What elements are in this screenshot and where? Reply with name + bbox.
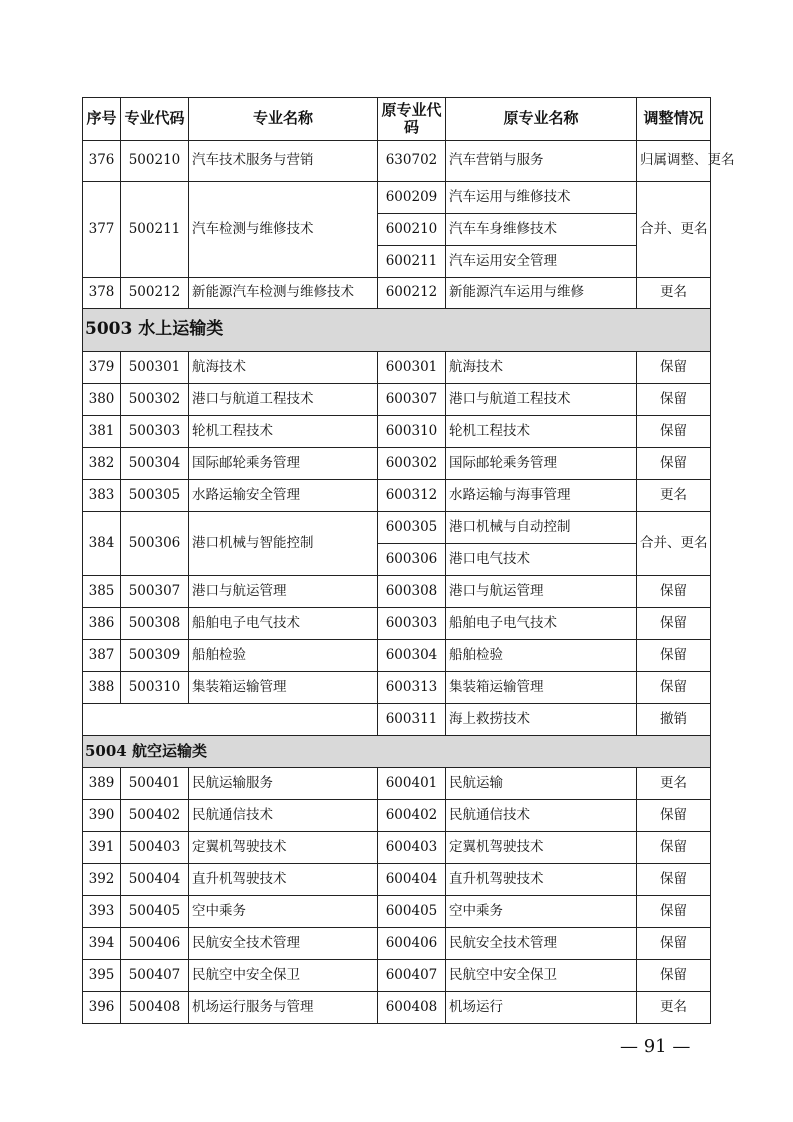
- orig-name-cell: 港口与航道工程技术: [446, 384, 637, 416]
- name-cell: 新能源汽车检测与维修技术: [189, 278, 378, 309]
- code-cell: 500212: [121, 278, 189, 309]
- page-number: — 91 —: [620, 1036, 691, 1057]
- orig-code-cell: 600408: [378, 992, 446, 1024]
- code-cell: 500211: [121, 182, 189, 278]
- seq-cell: 395: [83, 960, 121, 992]
- orig-name-cell: 民航运输: [446, 768, 637, 800]
- code-cell: 500402: [121, 800, 189, 832]
- adjust-cell: 保留: [637, 928, 711, 960]
- code-cell: 500310: [121, 672, 189, 704]
- orig-code-cell: 600406: [378, 928, 446, 960]
- code-cell: 500406: [121, 928, 189, 960]
- name-cell: 国际邮轮乘务管理: [189, 448, 378, 480]
- code-cell: 500403: [121, 832, 189, 864]
- header-seq: 序号: [83, 98, 121, 141]
- code-cell: 500404: [121, 864, 189, 896]
- orig-code-cell: 600210: [378, 214, 446, 246]
- adjust-cell: 保留: [637, 864, 711, 896]
- orig-code-cell: 600303: [378, 608, 446, 640]
- code-cell: 500309: [121, 640, 189, 672]
- table-row: [83, 832, 711, 864]
- header-name: 专业名称: [189, 98, 378, 141]
- seq-cell: 390: [83, 800, 121, 832]
- seq-cell: 389: [83, 768, 121, 800]
- adjust-cell: 保留: [637, 576, 711, 608]
- orig-name-cell: 直升机驾驶技术: [446, 864, 637, 896]
- name-cell: 港口与航运管理: [189, 576, 378, 608]
- orig-name-cell: 航海技术: [446, 352, 637, 384]
- name-cell: 汽车技术服务与营销: [189, 141, 378, 182]
- seq-cell: 396: [83, 992, 121, 1024]
- table-row: [83, 896, 711, 928]
- orig-name-cell: 机场运行: [446, 992, 637, 1024]
- seq-cell: 381: [83, 416, 121, 448]
- table-row: [83, 416, 711, 448]
- name-cell: 集装箱运输管理: [189, 672, 378, 704]
- code-cell: 500308: [121, 608, 189, 640]
- table-row: [83, 640, 711, 672]
- code-cell: 500408: [121, 992, 189, 1024]
- adjust-cell: 更名: [637, 992, 711, 1024]
- orig-code-cell: 600404: [378, 864, 446, 896]
- name-cell: 汽车检测与维修技术: [189, 182, 378, 278]
- table-row: [83, 278, 711, 309]
- table-row: [83, 141, 711, 182]
- adjust-cell: 保留: [637, 416, 711, 448]
- code-cell: 500210: [121, 141, 189, 182]
- code-cell: 500405: [121, 896, 189, 928]
- table-row: [83, 960, 711, 992]
- code-cell: 500401: [121, 768, 189, 800]
- orig-name-cell: 空中乘务: [446, 896, 637, 928]
- orig-code-cell: 630702: [378, 141, 446, 182]
- orig-name-cell: 轮机工程技术: [446, 416, 637, 448]
- orig-code-cell: 600304: [378, 640, 446, 672]
- name-cell: 航海技术: [189, 352, 378, 384]
- orig-code-cell: 600306: [378, 544, 446, 576]
- seq-cell: 386: [83, 608, 121, 640]
- table-row: [83, 384, 711, 416]
- seq-cell: 376: [83, 141, 121, 182]
- orig-code-cell: 600307: [378, 384, 446, 416]
- header-adjust: 调整情况: [637, 98, 711, 141]
- seq-cell: 392: [83, 864, 121, 896]
- orig-code-cell: 600302: [378, 448, 446, 480]
- orig-name-cell: 民航空中安全保卫: [446, 960, 637, 992]
- adjust-cell: 撤销: [637, 704, 711, 736]
- code-cell: 500301: [121, 352, 189, 384]
- adjust-cell: 保留: [637, 448, 711, 480]
- orig-code-cell: 600407: [378, 960, 446, 992]
- name-cell: 港口与航道工程技术: [189, 384, 378, 416]
- orig-name-cell: 汽车车身维修技术: [446, 214, 637, 246]
- orig-name-cell: 港口机械与自动控制: [446, 512, 637, 544]
- adjust-cell: 保留: [637, 896, 711, 928]
- category-title: 5004 航空运输类: [83, 736, 711, 768]
- orig-name-cell: 水路运输与海事管理: [446, 480, 637, 512]
- seq-cell: 378: [83, 278, 121, 309]
- seq-cell: 379: [83, 352, 121, 384]
- category-row: [83, 309, 711, 352]
- code-cell: 500302: [121, 384, 189, 416]
- name-cell: 民航空中安全保卫: [189, 960, 378, 992]
- table-row: [83, 864, 711, 896]
- seq-cell: 385: [83, 576, 121, 608]
- name-cell: 船舶检验: [189, 640, 378, 672]
- adjust-cell: 归属调整、更名: [637, 141, 711, 182]
- seq-cell: 393: [83, 896, 121, 928]
- table-row: [83, 448, 711, 480]
- table-row: [83, 672, 711, 704]
- seq-cell: 388: [83, 672, 121, 704]
- seq-cell: 394: [83, 928, 121, 960]
- code-cell: 500303: [121, 416, 189, 448]
- table-row: [83, 182, 711, 214]
- orig-name-cell: 海上救捞技术: [446, 704, 637, 736]
- adjust-cell: 保留: [637, 640, 711, 672]
- adjust-cell: 保留: [637, 672, 711, 704]
- major-catalog-table: [82, 97, 735, 1024]
- table-row: [83, 480, 711, 512]
- adjust-cell: 保留: [637, 352, 711, 384]
- orig-name-cell: 新能源汽车运用与维修: [446, 278, 637, 309]
- name-cell: 机场运行服务与管理: [189, 992, 378, 1024]
- revoked-row: [83, 704, 711, 736]
- orig-name-cell: 国际邮轮乘务管理: [446, 448, 637, 480]
- name-cell: 轮机工程技术: [189, 416, 378, 448]
- name-cell: 直升机驾驶技术: [189, 864, 378, 896]
- orig-code-cell: 600305: [378, 512, 446, 544]
- category-row: [83, 736, 711, 768]
- table-row: [83, 928, 711, 960]
- orig-name-cell: 汽车营销与服务: [446, 141, 637, 182]
- adjust-cell: 保留: [637, 960, 711, 992]
- orig-name-cell: 集装箱运输管理: [446, 672, 637, 704]
- table-row: [83, 768, 711, 800]
- name-cell: 空中乘务: [189, 896, 378, 928]
- orig-name-cell: 汽车运用与维修技术: [446, 182, 637, 214]
- orig-code-cell: 600311: [378, 704, 446, 736]
- orig-code-cell: 600308: [378, 576, 446, 608]
- table-row: [83, 576, 711, 608]
- code-cell: 500305: [121, 480, 189, 512]
- table-row: [83, 512, 711, 544]
- table-row: [83, 608, 711, 640]
- orig-name-cell: 民航通信技术: [446, 800, 637, 832]
- name-cell: 民航通信技术: [189, 800, 378, 832]
- orig-name-cell: 汽车运用安全管理: [446, 246, 637, 278]
- seq-cell: 380: [83, 384, 121, 416]
- orig-code-cell: 600212: [378, 278, 446, 309]
- orig-name-cell: 船舶电子电气技术: [446, 608, 637, 640]
- seq-cell: 383: [83, 480, 121, 512]
- adjust-cell: 保留: [637, 384, 711, 416]
- empty-cell: [83, 704, 378, 736]
- orig-code-cell: 600312: [378, 480, 446, 512]
- name-cell: 船舶电子电气技术: [189, 608, 378, 640]
- orig-code-cell: 600405: [378, 896, 446, 928]
- orig-code-cell: 600310: [378, 416, 446, 448]
- adjust-cell: 合并、更名: [637, 512, 711, 576]
- orig-name-cell: 民航安全技术管理: [446, 928, 637, 960]
- code-cell: 500306: [121, 512, 189, 576]
- header-orig-code: 原专业代码: [378, 98, 446, 141]
- seq-cell: 377: [83, 182, 121, 278]
- category-title: 5003 水上运输类: [83, 309, 711, 352]
- orig-code-cell: 600301: [378, 352, 446, 384]
- table-row: [83, 800, 711, 832]
- orig-name-cell: 船舶检验: [446, 640, 637, 672]
- adjust-cell: 更名: [637, 768, 711, 800]
- orig-code-cell: 600211: [378, 246, 446, 278]
- header-orig-name: 原专业名称: [446, 98, 637, 141]
- orig-code-cell: 600402: [378, 800, 446, 832]
- table-row: [83, 992, 711, 1024]
- adjust-cell: 保留: [637, 800, 711, 832]
- orig-code-cell: 600403: [378, 832, 446, 864]
- name-cell: 定翼机驾驶技术: [189, 832, 378, 864]
- adjust-cell: 更名: [637, 278, 711, 309]
- table-row: [83, 352, 711, 384]
- header-code: 专业代码: [121, 98, 189, 141]
- orig-name-cell: 港口与航运管理: [446, 576, 637, 608]
- orig-name-cell: 港口电气技术: [446, 544, 637, 576]
- seq-cell: 391: [83, 832, 121, 864]
- seq-cell: 382: [83, 448, 121, 480]
- orig-code-cell: 600313: [378, 672, 446, 704]
- code-cell: 500304: [121, 448, 189, 480]
- adjust-cell: 保留: [637, 608, 711, 640]
- name-cell: 民航运输服务: [189, 768, 378, 800]
- adjust-cell: 保留: [637, 832, 711, 864]
- adjust-cell: 更名: [637, 480, 711, 512]
- seq-cell: 387: [83, 640, 121, 672]
- orig-code-cell: 600401: [378, 768, 446, 800]
- orig-code-cell: 600209: [378, 182, 446, 214]
- name-cell: 港口机械与智能控制: [189, 512, 378, 576]
- code-cell: 500407: [121, 960, 189, 992]
- orig-name-cell: 定翼机驾驶技术: [446, 832, 637, 864]
- name-cell: 民航安全技术管理: [189, 928, 378, 960]
- name-cell: 水路运输安全管理: [189, 480, 378, 512]
- seq-cell: 384: [83, 512, 121, 576]
- table-header-row: [83, 98, 711, 141]
- code-cell: 500307: [121, 576, 189, 608]
- adjust-cell: 合并、更名: [637, 182, 711, 278]
